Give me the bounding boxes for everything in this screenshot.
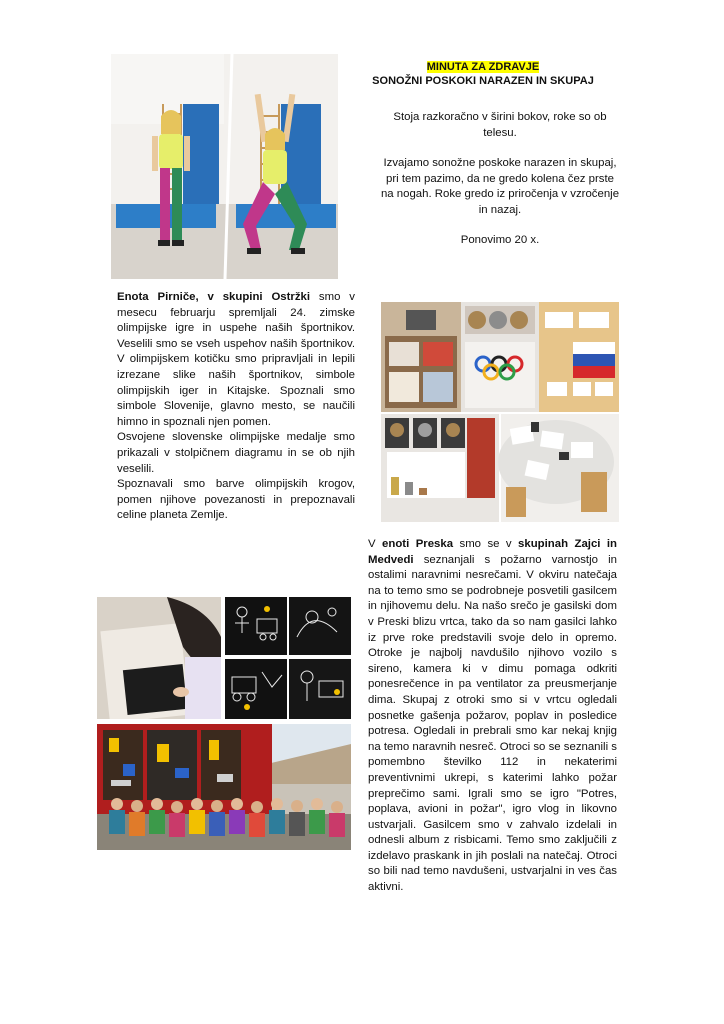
- drawings-collage: [97, 597, 351, 719]
- exercise-heading: MINUTA ZA ZDRAVJE: [426, 61, 540, 73]
- preska-mid: smo se v: [453, 538, 519, 550]
- exercise-header: [368, 60, 598, 88]
- preska-intro: V: [368, 538, 383, 550]
- olympics-text-1: smo v mesecu februarju spremljali 24. zimske olimpijske igre in uspehe naših športnikov. Veselili smo se vseh uspehov naših športnikov. V olimpijskem kotičku smo pripravljali in lepili izrezane slike naših športnikov, simbole olimpijskih iger in Kitajske. Spoznali smo simbole Slovenije, glavno mesto, se naučili himno in spoznali njen pomen.: [117, 291, 355, 428]
- exercise-paragraph-1: Stoja razkoračno v širini bokov, roke so ob telesu.: [393, 111, 607, 139]
- olympics-unit: Enota Pirniče, v skupini Ostržki: [117, 291, 311, 303]
- olympics-text-2: Osvojene slovenske olimpijske medalje smo prikazali v stolpičnem diagramu in se ob njih veselili.: [117, 431, 355, 475]
- preska-section: [368, 537, 617, 896]
- exercise-paragraph-3: Ponovimo 20 x.: [460, 234, 540, 246]
- exercise-title: SONOŽNI POSKOKI NARAZEN IN SKUPAJ: [372, 75, 594, 87]
- olympics-text-3: Spoznavali smo barve olimpijskih krogov, pomen njihove povezanosti in prepoznavali celine planeta Zemlje.: [117, 478, 355, 522]
- preska-text: seznanjali s požarno varnostjo in ostalimi naravnimi nesrečami. V okviru natečaja na to temo smo se podrobneje posvetili gasilcem in njihovemu delu. Na našo srečo je gasilski dom v Preski blizu vrtca, tako da so nam gasilci lahko iz prve roke predstavili svoje delo in opremo. Otroke je najbolj navdušilo njihovo vozilo s sireno, kamera ki v dimu pomaga odkriti ponesrečence in pa ventilator za preusmerjanje dima. Skupaj z otroki smo si v vrtcu ogledali posnetke gašenja požarov, poplav in posledice potresa. Ogledali in prebrali smo kar nekaj knjig na temo naravnih nesreč. Otroci so se seznanili s pomembno številko 112 in nekaterimi preventivnimi ukrepi, s katerimi lahko požar preprečimo sami. Igrali smo se igro "Potres, poplava, avioni in požar", igro vlog in likovno ustvarjali. Gasilcem smo v zahvalo izdelali in odnesli album z risbicami. Temo smo zaključili z izdelavo praskank in jih poslali na natečaj. Otroci so bili nad temo navdušeni, ustvarjalni in ves čas aktivni.: [368, 553, 617, 894]
- exercise-description: [380, 110, 620, 264]
- preska-unit: enoti Preska: [382, 538, 454, 550]
- exercise-paragraph-2: Izvajamo sonožne poskoke narazen in skupaj, pri tem pazimo, da ne gredo kolena čez prste na nogah. Roke gredo iz priročenja v vzročenje in nazaj.: [380, 157, 620, 216]
- preska-groups: skupinah Zajci in Medvedi: [368, 538, 617, 566]
- olympics-collage: [381, 302, 619, 522]
- exercise-photo: [111, 54, 338, 279]
- olympics-section: [117, 290, 355, 524]
- fire-truck-photo: [97, 724, 351, 850]
